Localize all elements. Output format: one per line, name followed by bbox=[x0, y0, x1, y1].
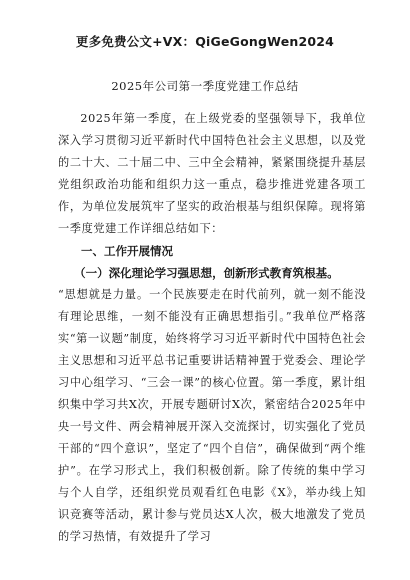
watermark-text: 更多免费公文+VX：QiGeGongWen2024 bbox=[75, 34, 335, 49]
document-title: 2025年公司第一季度党建工作总结 bbox=[111, 79, 299, 93]
subsection-heading: （一）深化理论学习强思想，创新形式教育筑根基。 bbox=[74, 266, 339, 280]
body-paragraph: “思想就是力量。一个民族要走在时代前列，就一刻不能没有理论思维，一刻不能没有正确思想指引。”我单位严格落实“第一议题”制度，始终将学习习近平新时代中国特色社会主义思想和习近平总书记重要讲话精神置于党委会、理论学习中心组学习、“三会一课”的核心位置。第一季度，累计组织集中学习共X次，开展专题研讨X次，紧密结合2025年中央一号文件、两会精神展开深入交流探讨，切实强化了党员干部的“四个意识”，坚定了“四个自信”，确保做到“两个维护”。在学习形式上，我们积极创新。除了传统的集中学习与个人自学，还组织党员观看红色电影《X》，举办线上知识竞赛等活动，累计参与党员达X人次，极大地激发了党员的学习热情，有效提升了学习 bbox=[58, 288, 366, 543]
section-heading: 一、工作开展情况 bbox=[81, 244, 173, 258]
intro-paragraph: 2025年第一季度，在上级党委的坚强领导下，我单位深入学习贯彻习近平新时代中国特色社会主义思想，以及党的二十大、二十届二中、三中全会精神，紧紧围绕提升基层党组织政治功能和组织力这一重点，稳步推进党建各项工作，为单位发展筑牢了坚实的政治根基与组织保障。现将第一季度党建工作详细总结如下： bbox=[58, 112, 366, 235]
